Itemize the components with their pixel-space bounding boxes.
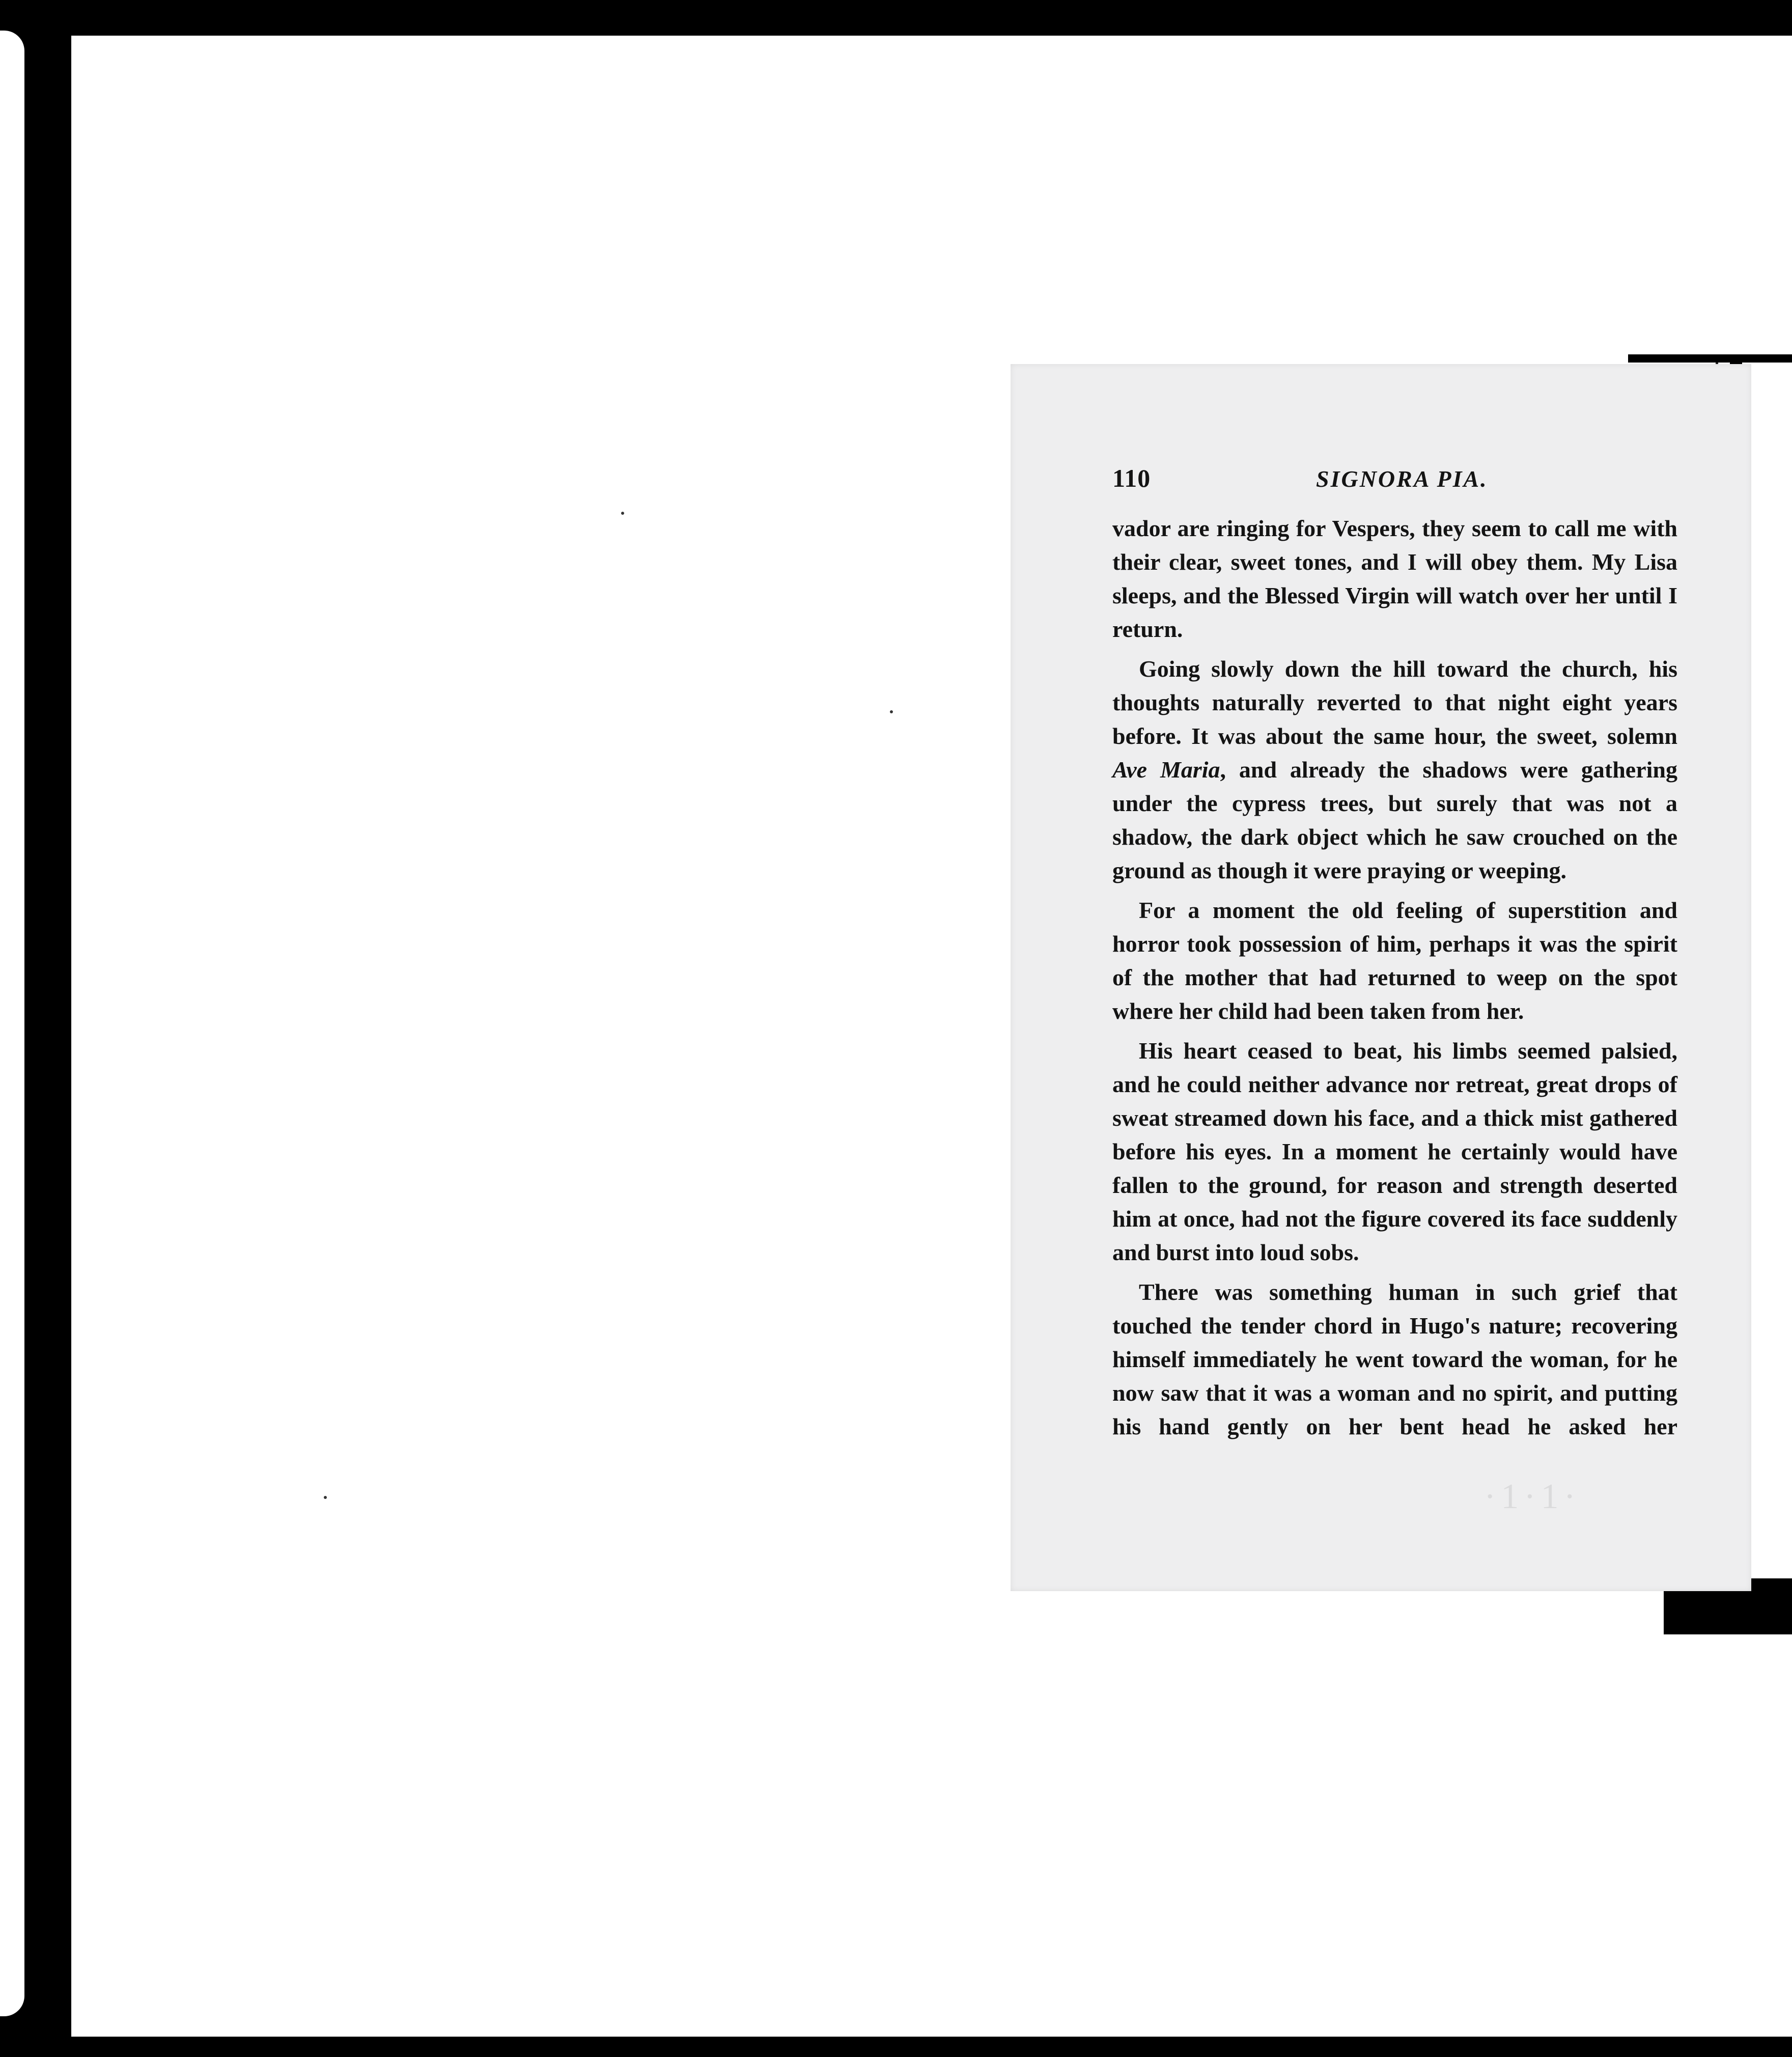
paragraph-text: There was something human in such grief that touched the tender chord in Hugo's nature; recovering himself immediately he went toward the woman, for he now saw that it was a woman and no spirit, and putting his hand gently on her bent head he asked her <box>1112 1279 1677 1439</box>
bleed-through-mark: ·1·1· <box>1484 1477 1581 1516</box>
paragraph <box>1112 512 1677 646</box>
scanner-frame-left-edge <box>0 31 24 2016</box>
paragraph-text: vador are ringing for Vespers, they seem to call me with their clear, sweet tones, and I will obey them. My Lisa sleeps, and the Blessed Virgin will watch over her until I return. <box>1112 515 1677 642</box>
scanner-frame-bottom <box>0 2037 1792 2057</box>
scanner-frame-top <box>0 0 1792 36</box>
facing-page-edge-top <box>1628 354 1792 363</box>
italic-text: Ave Maria <box>1112 757 1220 783</box>
paragraph <box>1112 652 1677 887</box>
page-body <box>1112 512 1677 1450</box>
scanner-frame-left-inner <box>20 66 71 2026</box>
page-header <box>1112 463 1672 499</box>
dust-speck <box>324 1496 327 1499</box>
paragraph <box>1112 894 1677 1028</box>
dust-speck <box>890 710 893 713</box>
paragraph-text: His heart ceased to beat, his limbs seemed palsied, and he could neither advance nor retreat, great drops of sweat streamed down his face, and a thick mist gathered before his eyes. In a moment he certainly would have fallen to the ground, for reason and strength deserted him at once, had not the figure covered its face suddenly and burst into loud sobs. <box>1112 1038 1677 1265</box>
book-page <box>1011 364 1751 1591</box>
paragraph-text: For a moment the old feeling of superstition and horror took possession of him, perhaps it was the spirit of the mother that had returned to weep on the spot where her child had been taken from her. <box>1112 897 1677 1024</box>
dust-speck <box>621 512 624 515</box>
paragraph <box>1112 1275 1677 1443</box>
paragraph-text: , and already the shadows were gathering under the cypress trees, but surely that was not a shadow, the dark object which he saw crouched on the ground as though it were praying or weeping. <box>1112 757 1677 883</box>
page-number: 110 <box>1112 464 1151 492</box>
paragraph <box>1112 1034 1677 1269</box>
running-title: SIGNORA PIA. <box>1316 466 1488 492</box>
paragraph-text: Going slowly down the hill toward the church, his thoughts naturally reverted to that night eight years before. It was about the same hour, the sweet, solemn <box>1112 656 1677 749</box>
